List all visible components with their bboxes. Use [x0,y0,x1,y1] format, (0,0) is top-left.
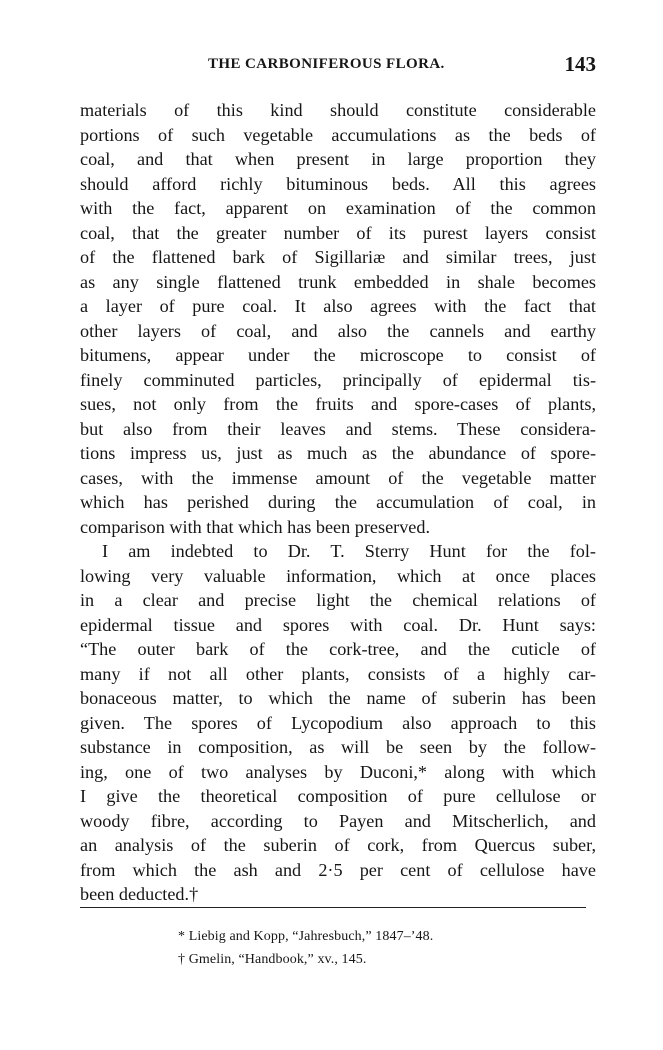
text-line: portions of such vegetable accumulations as the beds of [80,124,596,145]
paragraph-2 [80,539,596,907]
running-title: THE CARBONIFEROUS FLORA. [208,56,445,72]
text-line: many if not all other plants, consists of a highly car- [80,663,596,684]
text-line: bitumens, appear under the microscope to consist of [80,345,596,365]
text-line: comparison with that which has been preserved. [80,516,431,537]
text-line: in a clear and precise light the chemical relations of [80,590,596,610]
text-line: should afford richly bituminous beds. All this agrees [80,173,596,194]
footnote-1: * Liebig and Kopp, “Jahresbuch,” 1847–’48. [178,929,434,944]
running-head [80,52,596,82]
text-line: finely comminuted particles, principally of epidermal tis- [80,369,596,390]
text-line: coal, and that when present in large proportion they [80,149,596,169]
text-line: substance in composition, as will be seen by the follow- [80,737,596,757]
text-line: which has perished during the accumulation of coal, in [80,492,596,512]
text-line: lowing very valuable information, which at once places [80,565,596,586]
text-line: I give the theoretical composition of pure cellulose or [80,786,596,806]
text-line: but also from their leaves and stems. These considera- [80,418,596,439]
text-line: a layer of pure coal. It also agrees with the fact that [80,296,596,316]
text-line: woody fibre, according to Payen and Mitscherlich, and [80,810,596,831]
text-line: given. The spores of Lycopodium also approach to this [80,712,596,733]
paragraph-1 [80,98,596,539]
text-line: epidermal tissue and spores with coal. Dr. Hunt says: [80,614,596,635]
body-text [80,98,596,907]
text-line: cases, with the immense amount of the vegetable matter [80,467,596,488]
text-line: bonaceous matter, to which the name of suberin has been [80,688,596,708]
footnote-rule [80,907,586,908]
book-page [80,52,596,907]
footnotes [178,925,433,971]
text-line: of the flattened bark of Sigillariæ and similar trees, just [80,247,596,267]
text-line: “The outer bark of the cork-tree, and the cuticle of [80,639,596,659]
text-line: from which the ash and 2·5 per cent of cellulose have [80,859,596,880]
text-line: ing, one of two analyses by Duconi,* along with which [80,761,596,782]
text-line: I am indebted to Dr. T. Sterry Hunt for the fol- [102,541,596,561]
text-line: coal, that the greater number of its purest layers consist [80,222,596,243]
text-line: with the fact, apparent on examination of the common [80,198,596,218]
text-line: as any single flattened trunk embedded in shale becomes [80,271,596,292]
footnote-2: † Gmelin, “Handbook,” xv., 145. [178,952,367,967]
text-line: been deducted.† [80,884,199,904]
text-line: other layers of coal, and also the cannels and earthy [80,320,596,341]
text-line: sues, not only from the fruits and spore-cases of plants, [80,394,596,414]
page-number: 143 [564,52,596,76]
text-line: an analysis of the suberin of cork, from Quercus suber, [80,835,596,855]
text-line: materials of this kind should constitute considerable [80,100,596,120]
text-line: tions impress us, just as much as the abundance of spore- [80,443,596,463]
